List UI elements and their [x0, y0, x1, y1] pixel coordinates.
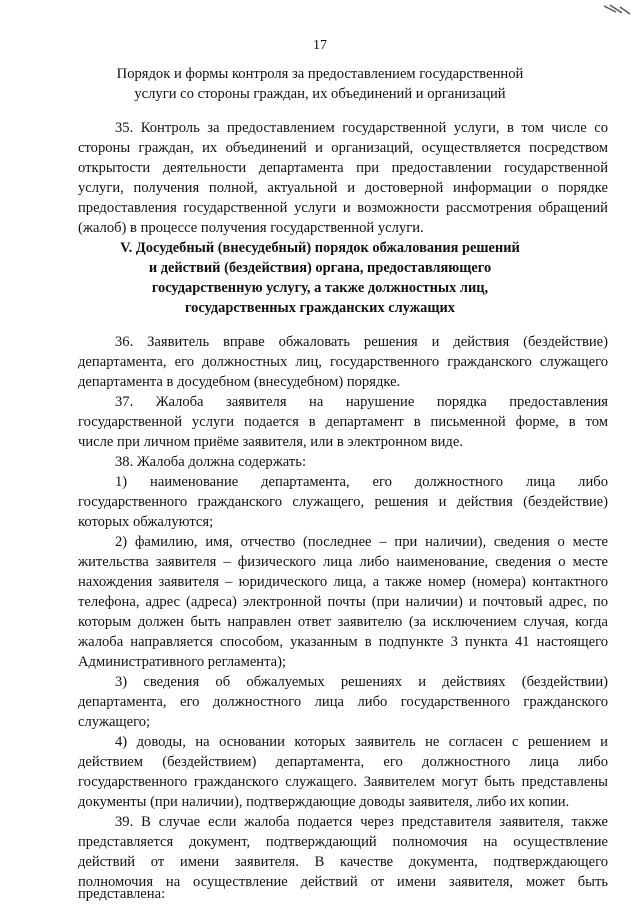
item-3-line: 3) сведения об обжалуемых решениях и действиях (бездействии) [115, 674, 608, 690]
item-2-line: 2) фамилию, имя, отчество (последнее – при наличии), сведения о месте [115, 534, 608, 550]
item-3-line: департамента, его должностного лица либо государственного гражданского [78, 694, 608, 710]
paragraph-35-line: услуги, получения полной, актуальной и достоверной информации о порядке [78, 180, 608, 196]
control-section-title [0, 64, 640, 104]
paragraph-39-line: представлена: [78, 886, 166, 902]
title-line: услуги со стороны граждан, их объединений и организаций [134, 86, 506, 102]
title-line: V. Досудебный (внесудебный) порядок обжалования решений [120, 240, 520, 256]
item-4-line: 4) доводы, на основании которых заявитель не согласен с решением и [115, 734, 608, 750]
item-3-line: служащего; [78, 714, 151, 730]
paragraph-38: 38. Жалоба должна содержать: [115, 454, 306, 470]
item-2-line: Административного регламента); [78, 654, 287, 670]
title-line: Порядок и формы контроля за предоставлением государственной [116, 66, 524, 82]
paragraph-37-line: государственной услуги подается в департамент в письменной форме, в том [78, 414, 608, 430]
paragraph-39-line: 39. В случае если жалоба подается через представителя заявителя, также [115, 814, 608, 830]
paragraph-37-line: 37. Жалоба заявителя на нарушение порядка предоставления [115, 394, 608, 410]
section-v-title [0, 238, 640, 318]
paragraph-37-line: числе при личном приёме заявителя, или в электронном виде. [78, 434, 463, 450]
item-1-line: которых обжалуются; [78, 514, 214, 530]
item-2-line: которым должен быть направлен ответ заявителю (за исключением случая, когда [78, 614, 608, 630]
scan-corner-mark [600, 4, 636, 18]
paragraph-39-line: действий от имени заявителя. В качестве документа, подтверждающего [78, 854, 608, 870]
item-4-line: документы (при наличии), подтверждающие доводы заявителя, либо их копии. [78, 794, 570, 810]
paragraph-35-line: (жалоб) в процессе получения государственной услуги. [78, 220, 424, 236]
item-4-line: государственного гражданского служащего. Заявителем могут быть представлены [78, 774, 608, 790]
paragraph-36-line: департамента, его должностных лиц, государственного гражданского служащего [78, 354, 608, 370]
paragraph-35-line: открытости деятельности департамента при предоставлении государственной [78, 160, 608, 176]
paragraph-36-line: 36. Заявитель вправе обжаловать решения и действия (бездействие) [115, 334, 608, 350]
paragraph-39-line: представляется документ, подтверждающий полномочия на осуществление [78, 834, 608, 850]
paragraph-39-line: полномочия на осуществление действий от имени заявителя, может быть [78, 874, 608, 890]
title-line: государственную услугу, а также должностных лиц, [151, 280, 489, 296]
item-2-line: жалоба направляется способом, указанным в подпункте 3 пункта 41 настоящего [78, 634, 608, 650]
item-2-line: телефона, адрес (адреса) электронной почты (при наличии) и почтовый адрес, по [78, 594, 608, 610]
title-line: и действий (бездействия) органа, предоставляющего [148, 260, 492, 276]
paragraph-35-line: 35. Контроль за предоставлением государственной услуги, в том числе со [115, 120, 608, 136]
page-number: 17 [313, 38, 327, 53]
paragraph-35-line: стороны граждан, их объединений и организаций, осуществляется посредством [78, 140, 608, 156]
item-2-line: жительства заявителя – физического лица либо наименование, сведения о месте [78, 554, 608, 570]
paragraph-35-line: предоставления государственной услуги и возможности рассмотрения обращений [78, 200, 608, 216]
item-1-line: 1) наименование департамента, его должностного лица либо [115, 474, 608, 490]
item-1-line: государственного гражданского служащего, решения и действия (бездействие) [78, 494, 608, 510]
item-4-line: действием (бездействием) департамента, его должностного лица либо [78, 754, 608, 770]
item-2-line: нахождения заявителя – юридического лица, а также номер (номера) контактного [78, 574, 608, 590]
paragraph-36-line: департамента в досудебном (внесудебном) порядке. [78, 374, 401, 390]
title-line: государственных гражданских служащих [185, 300, 455, 316]
